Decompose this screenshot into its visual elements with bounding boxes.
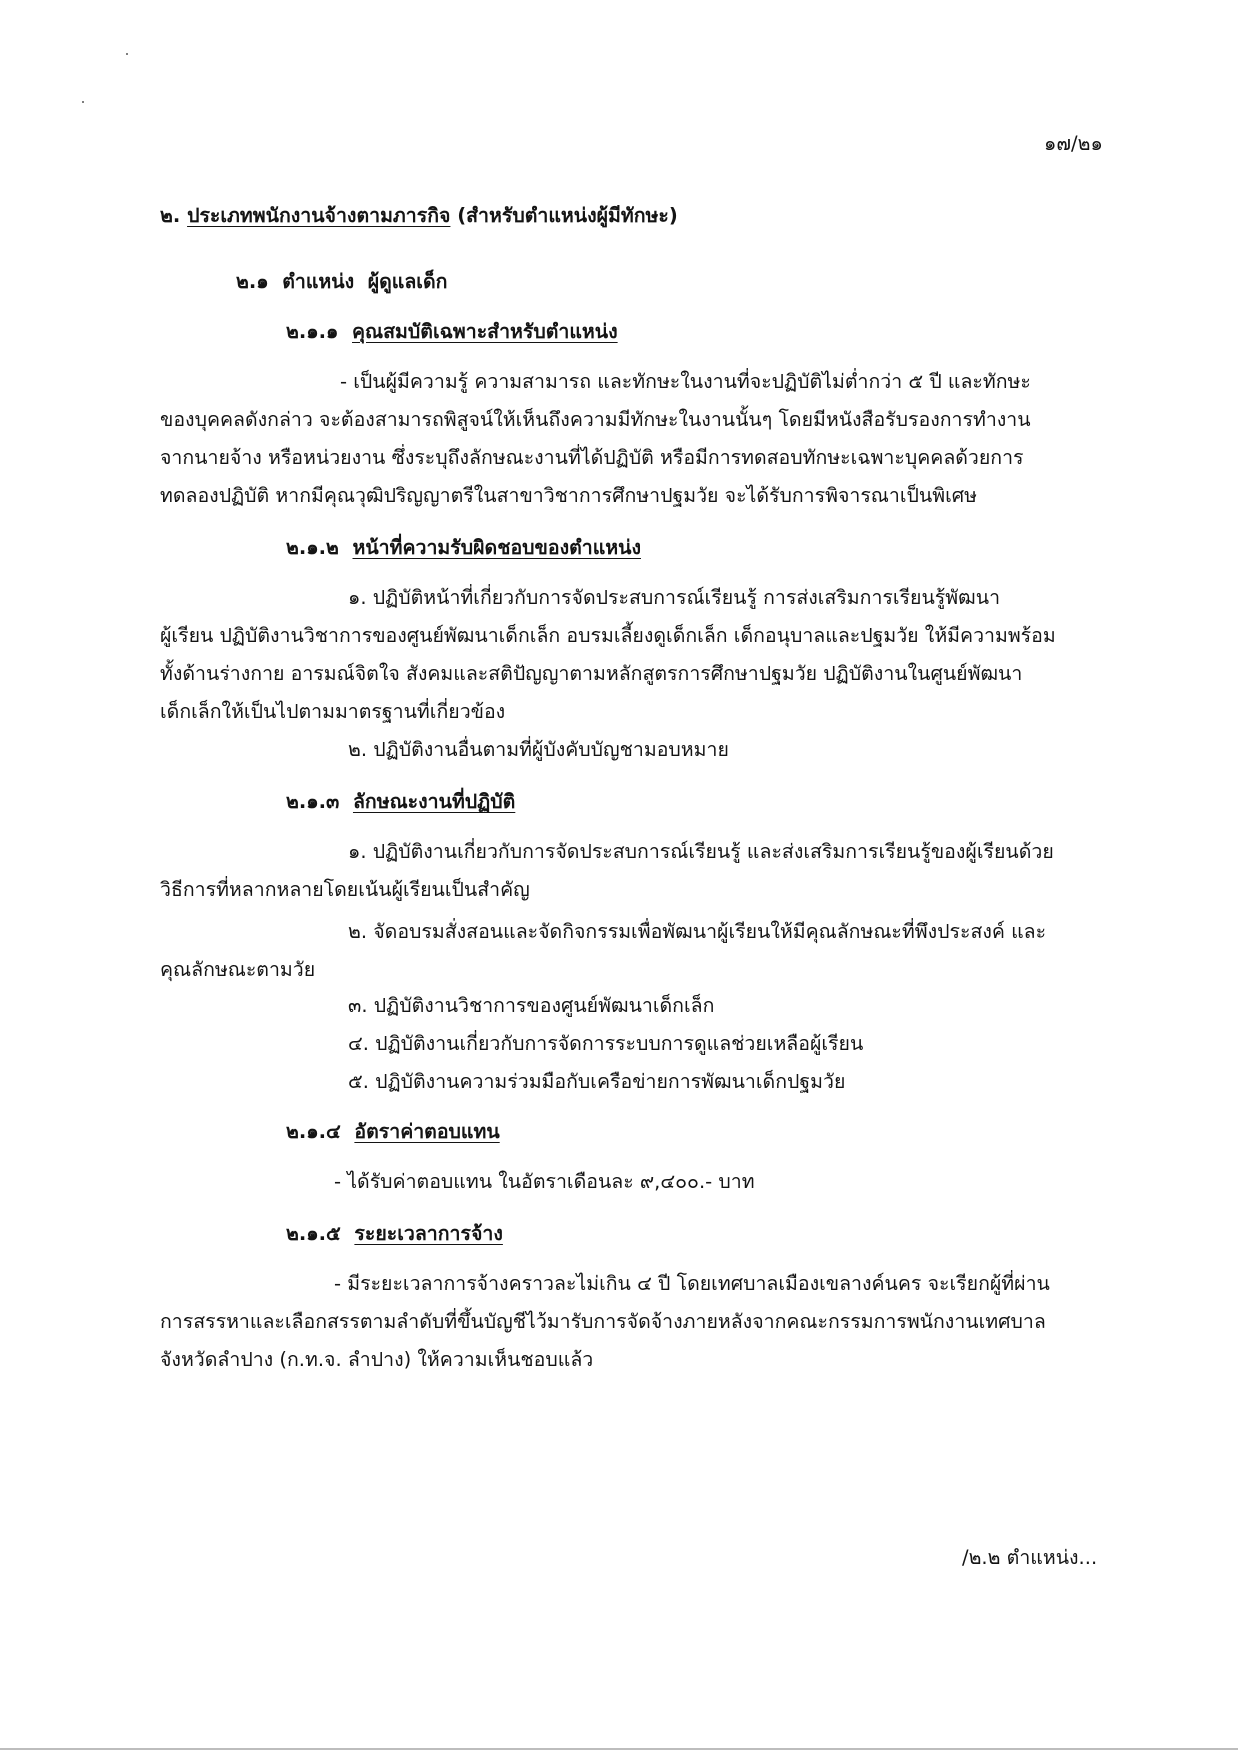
section-suffix: (สำหรับตำแหน่งผู้มีทักษะ)	[457, 204, 678, 227]
paragraph-line: จากนายจ้าง หรือหน่วยงาน ซึ่งระบุถึงลักษณะงานที่ได้ปฏิบัติ หรือมีการทดสอบทักษะเฉพาะบุคคลด้วยการ	[160, 446, 1024, 469]
work-nature-title: ลักษณะงานที่ปฏิบัติ	[352, 790, 516, 813]
scan-speck	[126, 53, 128, 55]
paragraph-line: เด็กเล็กให้เป็นไปตามมาตรฐานที่เกี่ยวข้อง	[160, 700, 506, 723]
employment-period-number: ๒.๑.๕	[286, 1222, 341, 1245]
section-number: ๒.	[160, 204, 181, 227]
paragraph-line: ผู้เรียน ปฏิบัติงานวิชาการของศูนย์พัฒนาเด็กเล็ก อบรมเลี้ยงดูเด็กเล็ก เด็กอนุบาลและปฐมวัย ให้มีความพร้อม	[160, 624, 1056, 647]
employment-period-heading	[286, 1220, 503, 1248]
paragraph-line: ๑. ปฏิบัติงานเกี่ยวกับการจัดประสบการณ์เรียนรู้ และส่งเสริมการเรียนรู้ของผู้เรียนด้วย	[348, 840, 1054, 863]
paragraph-line: คุณลักษณะตามวัย	[160, 958, 316, 981]
paragraph-line: ๑. ปฏิบัติหน้าที่เกี่ยวกับการจัดประสบการณ์เรียนรู้ การส่งเสริมการเรียนรู้พัฒนา	[348, 586, 1001, 609]
paragraph-line: - ได้รับค่าตอบแทน ในอัตราเดือนละ ๙,๔๐๐.- บาท	[334, 1170, 755, 1193]
paragraph-line: ทดลองปฏิบัติ หากมีคุณวุฒิปริญญาตรีในสาขาวิชาการศึกษาปฐมวัย จะได้รับการพิจารณาเป็นพิเศษ	[160, 484, 977, 507]
paragraph-line: ทั้งด้านร่างกาย อารมณ์จิตใจ สังคมและสติปัญญาตามหลักสูตรการศึกษาปฐมวัย ปฏิบัติงานในศูนย์พัฒนา	[160, 662, 1023, 685]
duties-title: หน้าที่ความรับผิดชอบของตำแหน่ง	[352, 536, 641, 559]
qualifications-number: ๒.๑.๑	[286, 320, 339, 343]
work-nature-heading	[286, 788, 515, 816]
scan-speck	[82, 101, 84, 103]
employment-period-title: ระยะเวลาการจ้าง	[354, 1222, 503, 1245]
paragraph-line: ๓. ปฏิบัติงานวิชาการของศูนย์พัฒนาเด็กเล็ก	[348, 994, 715, 1017]
section-heading	[160, 202, 678, 230]
paragraph-line: - มีระยะเวลาการจ้างคราวละไม่เกิน ๔ ปี โดยเทศบาลเมืองเขลางค์นคร จะเรียกผู้ที่ผ่าน	[334, 1272, 1050, 1295]
compensation-heading	[286, 1118, 500, 1146]
section-title: ประเภทพนักงานจ้างตามภารกิจ	[187, 204, 451, 227]
position-label: ตำแหน่ง	[282, 270, 355, 293]
paragraph-line: วิธีการที่หลากหลายโดยเน้นผู้เรียนเป็นสำคัญ	[160, 878, 530, 901]
paragraph-line: ๕. ปฏิบัติงานความร่วมมือกับเครือข่ายการพัฒนาเด็กปฐมวัย	[348, 1070, 846, 1093]
paragraph-line: ๒. จัดอบรมสั่งสอนและจัดกิจกรรมเพื่อพัฒนาผู้เรียนให้มีคุณลักษณะที่พึงประสงค์ และ	[348, 920, 1047, 943]
compensation-number: ๒.๑.๔	[286, 1120, 341, 1143]
compensation-title: อัตราค่าตอบแทน	[354, 1120, 500, 1143]
work-nature-number: ๒.๑.๓	[286, 790, 340, 813]
page-number: ๑๗/๒๑	[1044, 132, 1103, 155]
continuation-note: /๒.๒ ตำแหน่ง...	[962, 1546, 1098, 1569]
paragraph-line: - เป็นผู้มีความรู้ ความสามารถ และทักษะในงานที่จะปฏิบัติไม่ต่ำกว่า ๕ ปี และทักษะ	[340, 370, 1031, 393]
position-name: ผู้ดูแลเด็ก	[367, 270, 448, 293]
paragraph-line: การสรรหาและเลือกสรรตามลำดับที่ขึ้นบัญชีไว้มารับการจัดจ้างภายหลังจากคณะกรรมการพนักงานเทศบาล	[160, 1310, 1046, 1333]
duties-heading	[286, 534, 641, 562]
qualifications-heading	[286, 318, 618, 346]
paragraph-line: ๔. ปฏิบัติงานเกี่ยวกับการจัดการระบบการดูแลช่วยเหลือผู้เรียน	[348, 1032, 864, 1055]
position-number: ๒.๑	[236, 270, 269, 293]
qualifications-title: คุณสมบัติเฉพาะสำหรับตำแหน่ง	[352, 320, 618, 343]
position-heading	[236, 268, 447, 296]
paragraph-line: ๒. ปฏิบัติงานอื่นตามที่ผู้บังคับบัญชามอบหมาย	[348, 738, 729, 761]
duties-number: ๒.๑.๒	[286, 536, 339, 559]
paragraph-line: ของบุคคลดังกล่าว จะต้องสามารถพิสูจน์ให้เห็นถึงความมีทักษะในงานนั้นๆ โดยมีหนังสือรับรองการทำงาน	[160, 408, 1031, 431]
paragraph-line: จังหวัดลำปาง (ก.ท.จ. ลำปาง) ให้ความเห็นชอบแล้ว	[160, 1348, 594, 1371]
